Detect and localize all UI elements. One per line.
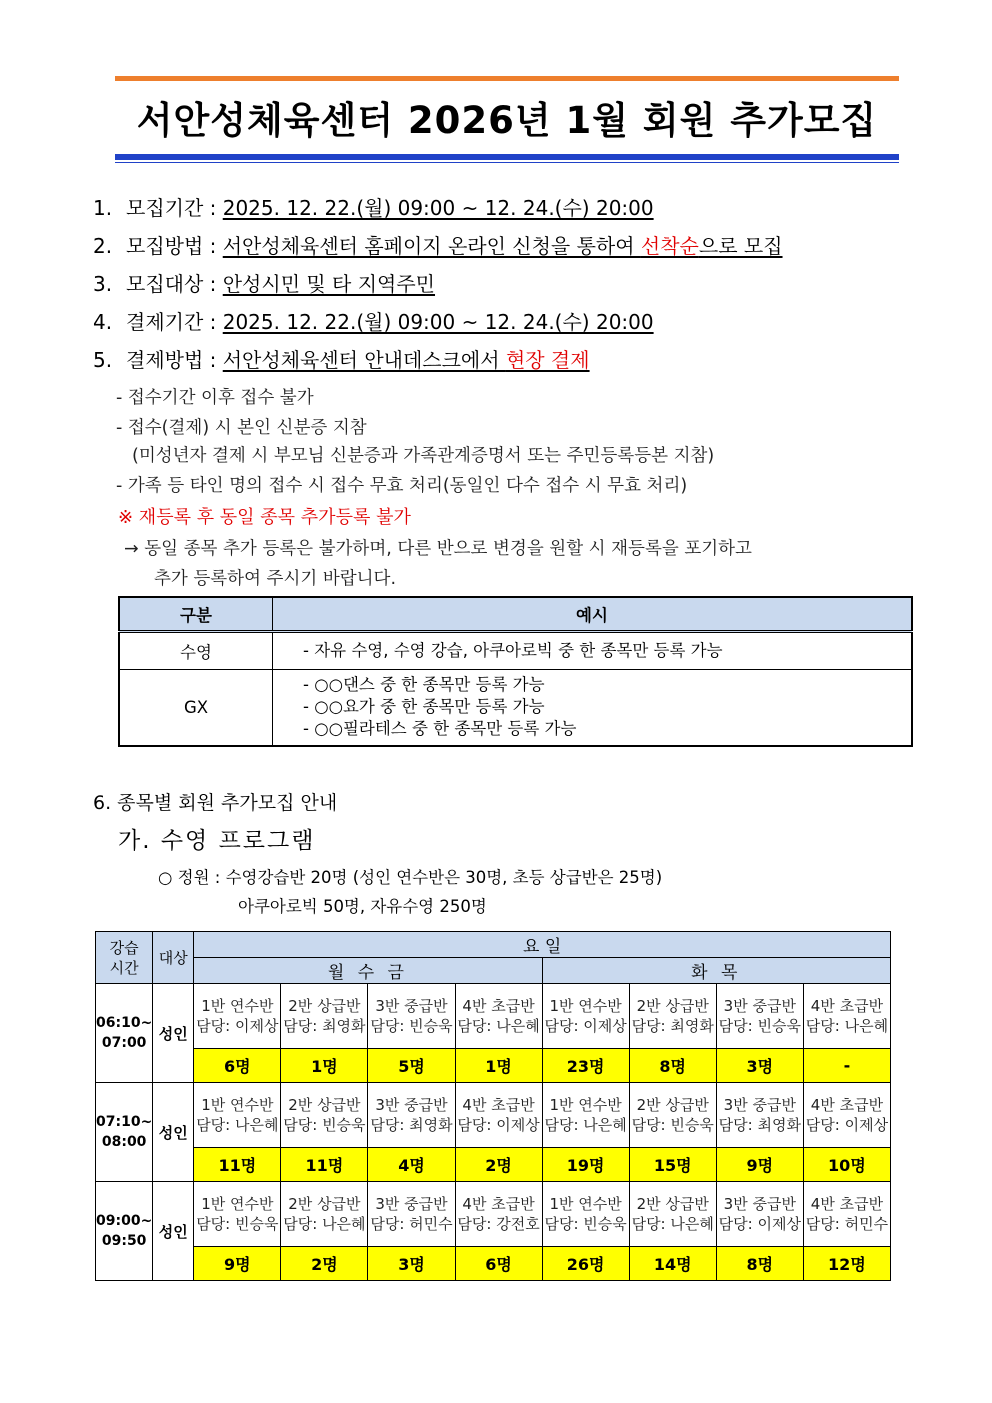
class-teacher: 담당: 나은혜: [283, 1215, 366, 1233]
class-cell: [455, 1182, 542, 1247]
vacancy-count: 10명: [803, 1148, 890, 1182]
vacancy-count: 8명: [716, 1247, 803, 1281]
info-colon: :: [203, 348, 223, 372]
note-1: - 접수기간 이후 접수 불가: [116, 388, 314, 408]
info-target: [93, 268, 435, 297]
example-line: - ○○필라테스 중 한 종목만 등록 가능: [303, 719, 577, 739]
target-cell: 성인: [153, 1083, 194, 1182]
class-teacher: 담당: 최영화: [631, 1017, 714, 1035]
example-line: - ○○댄스 중 한 종목만 등록 가능: [303, 675, 545, 695]
class-name: 2반 상급반: [636, 997, 709, 1015]
schedule-class-row: [96, 984, 891, 1049]
vacancy-count: 14명: [629, 1247, 716, 1281]
arrow-note-1: → 동일 종목 추가 등록은 불가하며, 다른 반으로 변경을 원할 시 재등록을 포기하고: [124, 539, 752, 559]
time-start: 06:10~: [96, 1015, 153, 1031]
info-label: 모집기간: [126, 196, 204, 220]
class-teacher: 담당: 나은혜: [544, 1116, 627, 1134]
class-cell: [281, 1083, 368, 1148]
class-teacher: 담당: 이제상: [805, 1116, 889, 1134]
class-name: 1반 연수반: [549, 1096, 622, 1114]
time-end: 09:50: [101, 1233, 147, 1249]
info-label: 모집대상: [126, 272, 204, 296]
class-name: 4반 초급반: [462, 1096, 535, 1114]
info-value: 서안성체육센터 홈페이지 온라인 신청을 통하여: [222, 234, 641, 258]
vacancy-count: 19명: [542, 1148, 629, 1182]
schedule-class-row: [96, 1182, 891, 1247]
class-name: 4반 초급반: [810, 1195, 884, 1213]
time-end: 08:00: [101, 1134, 147, 1150]
time-cell: [96, 984, 153, 1083]
info-num: 2.: [93, 234, 113, 258]
class-cell: [629, 1182, 716, 1247]
example-header-example: 예시: [273, 597, 913, 632]
class-cell: [368, 984, 455, 1049]
class-teacher: 담당: 빈승욱: [370, 1017, 453, 1035]
class-name: 2반 상급반: [636, 1096, 709, 1114]
class-cell: [629, 984, 716, 1049]
schedule-count-row: [96, 1247, 891, 1281]
info-payment-method: [93, 344, 590, 373]
vacancy-count: 9명: [194, 1247, 281, 1281]
info-period: [93, 192, 654, 221]
table-row: [119, 632, 912, 670]
col-time-line: 강습: [109, 938, 139, 957]
vacancy-count: 6명: [455, 1247, 542, 1281]
info-label: 결제방법: [126, 348, 204, 372]
class-cell: [281, 984, 368, 1049]
col-target-header: 대상: [153, 932, 194, 984]
quota-line-2: 아쿠아로빅 50명, 자유수영 250명: [238, 897, 487, 916]
vacancy-count: 3명: [716, 1049, 803, 1083]
example-header-category: 구분: [119, 597, 273, 632]
note-3: (미성년자 결제 시 부모님 신분증과 가족관계증명서 또는 주민등록등본 지참): [132, 446, 715, 466]
class-cell: [194, 984, 281, 1049]
class-name: 2반 상급반: [288, 1096, 361, 1114]
class-teacher: 담당: 빈승욱: [718, 1017, 801, 1035]
class-cell: [194, 1182, 281, 1247]
vacancy-count: 3명: [368, 1247, 455, 1281]
vacancy-count: 4명: [368, 1148, 455, 1182]
class-name: 1반 연수반: [201, 1096, 274, 1114]
class-cell: [368, 1083, 455, 1148]
time-start: 09:00~: [96, 1213, 153, 1229]
class-teacher: 담당: 빈승욱: [196, 1215, 279, 1233]
class-teacher: 담당: 최영화: [283, 1017, 366, 1035]
col-time-line: 시간: [109, 958, 139, 977]
class-teacher: 담당: 강전호: [457, 1215, 540, 1233]
class-cell: [542, 1182, 629, 1247]
info-colon: :: [203, 196, 223, 220]
info-value: 2025. 12. 22.(월) 09:00 ~ 12. 24.(수) 20:00: [222, 196, 654, 220]
class-name: 4반 초급반: [462, 997, 535, 1015]
class-name: 1반 연수반: [201, 1195, 274, 1213]
note-2: - 접수(결제) 시 본인 신분증 지참: [116, 418, 367, 438]
class-teacher: 담당: 빈승욱: [544, 1215, 627, 1233]
target-cell: 성인: [153, 1182, 194, 1281]
time-cell: [96, 1182, 153, 1281]
vacancy-count: 1명: [281, 1049, 368, 1083]
time-start: 07:10~: [96, 1114, 153, 1130]
class-cell: [716, 984, 803, 1049]
class-teacher: 담당: 이제상: [457, 1116, 540, 1134]
example-line: - 자유 수영, 수영 강습, 아쿠아로빅 중 한 종목만 등록 가능: [303, 641, 723, 660]
class-teacher: 담당: 최영화: [718, 1116, 801, 1134]
info-num: 5.: [93, 348, 113, 372]
class-name: 2반 상급반: [288, 1195, 361, 1213]
info-method: [93, 230, 783, 259]
info-value: 으로 모집: [698, 234, 783, 258]
vacancy-count: 5명: [368, 1049, 455, 1083]
class-name: 4반 초급반: [462, 1195, 535, 1213]
class-cell: [803, 1182, 890, 1247]
class-cell: [542, 984, 629, 1049]
class-name: 3반 중급반: [723, 997, 796, 1015]
day-header: 요 일: [194, 932, 891, 958]
title-bottom-line: [115, 162, 899, 163]
vacancy-count: 23명: [542, 1049, 629, 1083]
vacancy-count: -: [803, 1049, 890, 1083]
class-name: 3반 중급반: [375, 997, 448, 1015]
example-category: 수영: [119, 632, 273, 670]
example-desc: [273, 670, 913, 746]
info-num: 1.: [93, 196, 113, 220]
class-name: 1반 연수반: [201, 997, 274, 1015]
class-name: 3반 중급반: [375, 1096, 448, 1114]
class-cell: [803, 984, 890, 1049]
vacancy-count: 11명: [194, 1148, 281, 1182]
info-label: 결제기간: [126, 310, 204, 334]
info-value-highlight: 선착순: [640, 234, 699, 258]
info-num: 3.: [93, 272, 113, 296]
class-name: 1반 연수반: [549, 1195, 622, 1213]
quota-line-1: ○ 정원 : 수영강습반 20명 (성인 연수반은 30명, 초등 상급반은 25명): [158, 868, 663, 887]
schedule-count-row: [96, 1049, 891, 1083]
vacancy-count: 2명: [455, 1148, 542, 1182]
vacancy-count: 9명: [716, 1148, 803, 1182]
info-payment-period: [93, 306, 654, 335]
group-mwf-header: 월 수 금: [194, 958, 542, 984]
swim-program-title: 가. 수영 프로그램: [118, 828, 316, 854]
class-cell: [716, 1083, 803, 1148]
example-category: GX: [119, 670, 273, 746]
vacancy-count: 11명: [281, 1148, 368, 1182]
warning-text: ※ 재등록 후 동일 종목 추가등록 불가: [118, 507, 411, 528]
example-desc: [273, 632, 913, 670]
class-teacher: 담당: 이제상: [718, 1215, 801, 1233]
info-num: 4.: [93, 310, 113, 334]
class-teacher: 담당: 나은혜: [457, 1017, 540, 1035]
vacancy-count: 26명: [542, 1247, 629, 1281]
table-row: [119, 670, 912, 746]
class-cell: [629, 1083, 716, 1148]
class-name: 1반 연수반: [549, 997, 622, 1015]
class-name: 4반 초급반: [810, 1096, 884, 1114]
example-table: [118, 596, 913, 747]
info-value: 서안성체육센터 안내데스크에서: [222, 348, 506, 372]
class-teacher: 담당: 이제상: [196, 1017, 279, 1035]
schedule-class-row: [96, 1083, 891, 1148]
vacancy-count: 6명: [194, 1049, 281, 1083]
section-6-title: 6. 종목별 회원 추가모집 안내: [93, 792, 338, 814]
title-bottom-bar: [115, 154, 899, 160]
class-teacher: 담당: 허민수: [805, 1215, 889, 1233]
class-cell: [281, 1182, 368, 1247]
time-cell: [96, 1083, 153, 1182]
class-name: 2반 상급반: [636, 1195, 709, 1213]
example-line: - ○○요가 중 한 종목만 등록 가능: [303, 697, 545, 717]
info-value: 안성시민 및 타 지역주민: [222, 272, 436, 296]
col-time-header: [96, 932, 153, 984]
info-colon: :: [203, 310, 223, 334]
vacancy-count: 12명: [803, 1247, 890, 1281]
class-teacher: 담당: 나은혜: [631, 1215, 714, 1233]
class-name: 3반 중급반: [375, 1195, 448, 1213]
schedule-count-row: [96, 1148, 891, 1182]
title-top-bar: [115, 76, 899, 81]
info-value: 2025. 12. 22.(월) 09:00 ~ 12. 24.(수) 20:00: [222, 310, 654, 334]
vacancy-count: 15명: [629, 1148, 716, 1182]
class-cell: [803, 1083, 890, 1148]
group-tt-header: 화 목: [542, 958, 890, 984]
class-cell: [455, 984, 542, 1049]
vacancy-count: 1명: [455, 1049, 542, 1083]
vacancy-count: 8명: [629, 1049, 716, 1083]
target-cell: 성인: [153, 984, 194, 1083]
class-teacher: 담당: 나은혜: [196, 1116, 279, 1134]
class-name: 4반 초급반: [810, 997, 884, 1015]
class-teacher: 담당: 빈승욱: [283, 1116, 366, 1134]
class-cell: [455, 1083, 542, 1148]
class-cell: [542, 1083, 629, 1148]
schedule-table: [95, 931, 891, 1281]
class-teacher: 담당: 나은혜: [805, 1017, 889, 1035]
note-4: - 가족 등 타인 명의 접수 시 접수 무효 처리(동일인 다수 접수 시 무효 처리): [116, 476, 688, 496]
page-title: 서안성체육센터 2026년 1월 회원 추가모집: [136, 99, 878, 142]
class-teacher: 담당: 빈승욱: [631, 1116, 714, 1134]
info-colon: :: [203, 234, 223, 258]
info-value-highlight: 현장 결제: [505, 348, 590, 372]
class-teacher: 담당: 최영화: [370, 1116, 453, 1134]
class-cell: [716, 1182, 803, 1247]
vacancy-count: 2명: [281, 1247, 368, 1281]
info-colon: :: [203, 272, 223, 296]
class-name: 3반 중급반: [723, 1195, 796, 1213]
class-cell: [194, 1083, 281, 1148]
info-label: 모집방법: [126, 234, 204, 258]
time-end: 07:00: [101, 1035, 147, 1051]
class-cell: [368, 1182, 455, 1247]
class-name: 3반 중급반: [723, 1096, 796, 1114]
arrow-note-2: 추가 등록하여 주시기 바랍니다.: [154, 569, 397, 589]
class-name: 2반 상급반: [288, 997, 361, 1015]
class-teacher: 담당: 이제상: [544, 1017, 627, 1035]
class-teacher: 담당: 허민수: [370, 1215, 453, 1233]
